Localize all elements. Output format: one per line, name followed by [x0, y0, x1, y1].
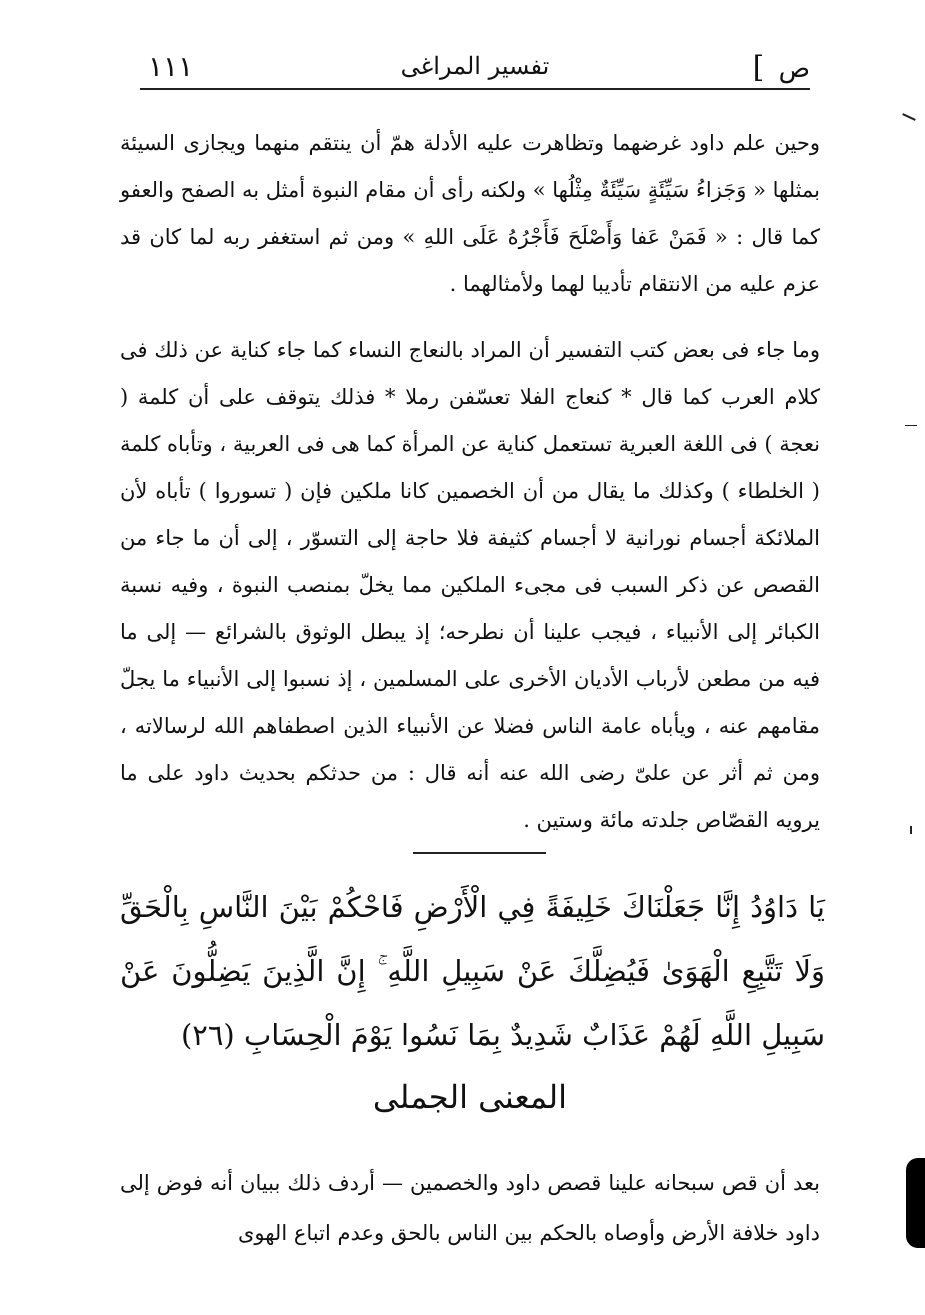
- page-header: [140, 44, 810, 90]
- paragraph-2: [120, 327, 820, 844]
- paragraph-1: [120, 120, 820, 308]
- page-number: ١١١: [148, 50, 194, 83]
- scan-speck: [910, 826, 912, 834]
- scan-speck: [902, 113, 916, 121]
- section-divider: [413, 852, 546, 854]
- section-title: المعنى الجملى: [372, 1078, 568, 1116]
- scan-edge-shadow: [906, 1158, 925, 1248]
- paragraph-text: وما جاء فى بعض كتب التفسير أن المراد بالنعاج النساء كما جاء كناية عن ذلك فى كلام العرب كما قال * كنعاج الفلا تعسّفن رملا * فذلك يتوقف على أن كلمة ( نعجة ) فى اللغة العبرية تستعمل كناية عن المرأة كما هى فى العربية ، وتأباه كلمة ( الخلطاء ) وكذلك ما يقال من أن الخصمين كانا ملكين فإن ( تسوروا ) تأباه لأن الملائكة أجسام نورانية لا أجسام كثيفة فلا حاجة إلى التسوّر ، إلى أن ما جاء من القصص عن ذكر السبب فى مجىء الملكين مما يخلّ بمنصب النبوة ، وفيه نسبة الكبائر إلى الأنبياء ، فيجب علينا أن نطرحه؛ إذ يبطل الوثوق بالشرائع — إلى ما فيه من مطعن لأرباب الأديان الأخرى على المسلمين ، إذ نسبوا إلى الأنبياء ما يجلّ مقامهم عنه ، ويأباه عامة الناس فضلا عن الأنبياء الذين اصطفاهم الله لرسالاته ، ومن ثم أثر عن علىّ رضى الله عنه أنه قال : من حدثكم بحديث داود على ما يرويه القصّاص جلدته مائة وستين .: [120, 338, 820, 832]
- scan-speck: [905, 425, 917, 426]
- paragraph-text: وحين علم داود غرضهما وتظاهرت عليه الأدلة همّ أن ينتقم منهما ويجازى السيئة بمثلها « وَجَزاءُ سَيِّئَةٍ سَيِّئَةٌ مِثْلُها » ولكنه رأى أن مقام النبوة أمثل به الصفح والعفو كما قال : « فَمَنْ عَفا وَأَصْلَحَ فَأَجْرُهُ عَلَى اللهِ » ومن ثم استغفر ربه لما كان قد عزم عليه من الانتقام تأديبا لهما ولأمثالهما .: [120, 131, 820, 296]
- final-paragraph: [120, 1158, 820, 1258]
- paragraph-text: بعد أن قص سبحانه علينا قصص داود والخصمين — أردف ذلك ببيان أنه فوض إلى داود خلافة الأرض وأوصاه بالحكم بين الناس بالحق وعدم اتباع الهوى: [120, 1171, 820, 1245]
- quran-verse: يَا دَاوُدُ إِنَّا جَعَلْنَاكَ خَلِيفَةً فِي الْأَرْضِ فَاحْكُمْ بَيْنَ النَّاسِ بِالْحَقِّ وَلَا تَتَّبِعِ الْهَوَىٰ فَيُضِلَّكَ عَنْ سَبِيلِ اللَّهِ ۚ إِنَّ الَّذِينَ يَضِلُّونَ عَنْ سَبِيلِ اللَّهِ لَهُمْ عَذَابٌ شَدِيدٌ بِمَا نَسُوا يَوْمَ الْحِسَابِ (٢٦): [120, 890, 825, 1052]
- header-bracket: ]: [752, 50, 765, 85]
- running-title: تفسير المراغى: [400, 52, 550, 80]
- section-letter: ص: [778, 54, 810, 84]
